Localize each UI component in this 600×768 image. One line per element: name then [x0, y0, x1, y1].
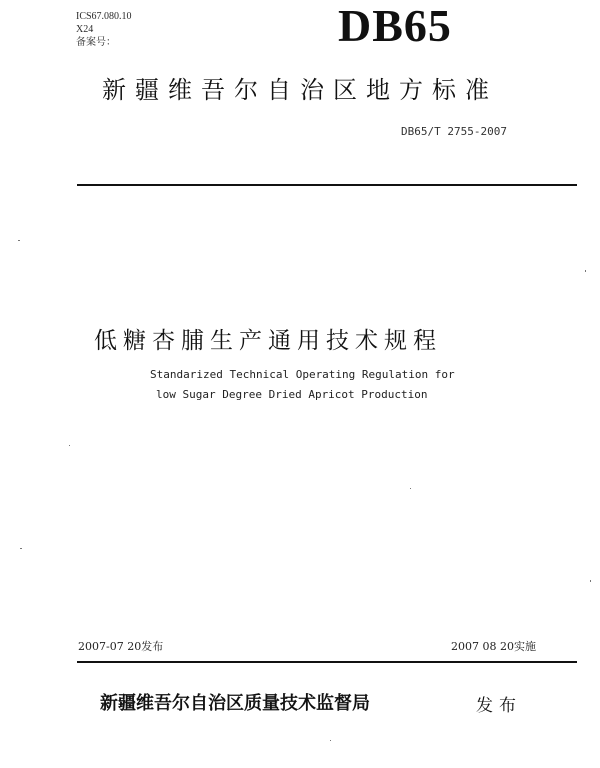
record-number: 备案号：: [76, 37, 116, 48]
ics-code: ICS67.080.10: [76, 11, 132, 22]
title-english-line-2: low Sugar Degree Dried Apricot Production: [156, 388, 428, 401]
classification-block: [76, 10, 132, 49]
scan-speck: [585, 270, 586, 272]
top-divider: [77, 184, 577, 186]
issuer-suffix: 发布: [476, 696, 522, 716]
issuer-name: 新疆维吾尔自治区质量技术监督局: [100, 693, 370, 714]
title-chinese: 低糖杏脯生产通用技术规程: [94, 328, 442, 354]
db65-logo: DB65: [338, 0, 452, 51]
scan-speck: [69, 445, 70, 446]
title-english: [150, 365, 455, 405]
effective-date: 2007 08 20实施: [451, 640, 536, 653]
scan-speck: [410, 488, 411, 489]
title-english-line-1: Standarized Technical Operating Regulation for: [150, 368, 455, 381]
issuing-authority-heading: 新疆维吾尔自治区地方标准: [102, 76, 498, 104]
bottom-divider: [77, 661, 577, 663]
release-date: 2007-07 20发布: [78, 640, 164, 653]
scan-speck: [590, 580, 591, 582]
standard-number: DB65/T 2755-2007: [401, 125, 507, 138]
scan-speck: [20, 548, 22, 549]
scan-speck: [330, 740, 331, 741]
class-code: X24: [76, 24, 94, 35]
scan-speck: [18, 240, 20, 241]
